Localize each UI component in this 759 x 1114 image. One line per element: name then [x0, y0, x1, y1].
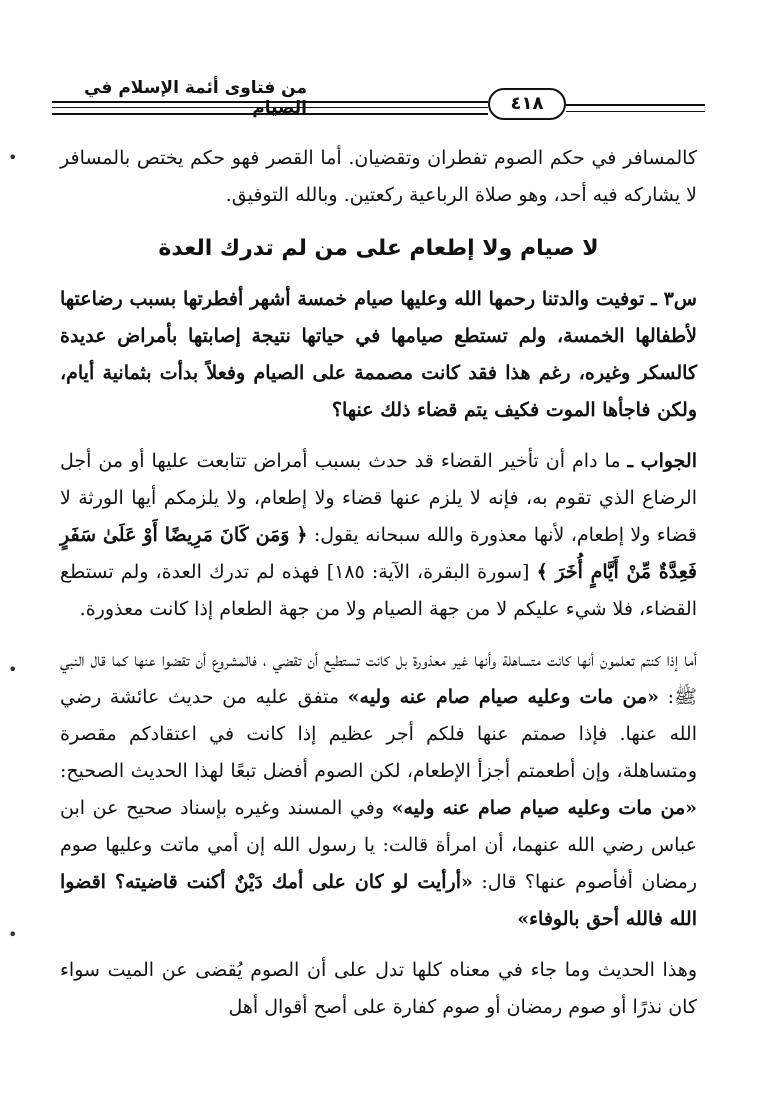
- surah-reference: [سورة البقرة، الآية: ١٨٥]: [326, 561, 530, 583]
- answer-text: ما دام أن تأخير القضاء قد حدث بسبب أمراض تتابعت عليها أو من أجل الرضاع الذي تقوم به، فإنه لا يلزم عنها قضاء ولا إطعام، ولا يلزمكم أيها الورثة لا قضاء ولا إطعام، لأنها معذورة والله سبحانه يقول:: [60, 450, 697, 546]
- answer-continuation: فهذه لم تدرك العدة، ولم تستطع القضاء، فلا شيء عليكم لا من جهة الصيام ولا من جهة الطعام إذا كانت معذورة.: [60, 561, 697, 620]
- paragraph-conclusion: وهذا الحديث وما جاء في معناه كلها تدل على أن الصوم يُقضى عن الميت سواء كان نذرًا أو صوم رمضان أو صوم كفارة على أصح أقوال أهل: [60, 959, 697, 1018]
- paragraph-travel-ruling: كالمسافر في حكم الصوم تفطران وتقضيان. أما القصر فهو حكم يختص بالمسافر لا يشاركه فيه أحد، وهو صلاة الرباعية ركعتين. وبالله التوفيق.: [60, 147, 697, 206]
- header-rule-bottom: [52, 113, 488, 115]
- header-rule-right: [566, 104, 705, 106]
- question-text: س٣ ـ توفيت والدتنا رحمها الله وعليها صيام خمسة أشهر أفطرتها بسبب رضاعتها لأطفالها الخمسة، ولم تستطع صيامها في حياتها نتيجة إصابتها بأمراض عديدة كالسكر وغيره، رغم هذا فقد كانت مصممة على الصيام وفعلاً بدأت بثمانية أيام، ولكن فاجأها الموت فكيف يتم قضاء ذلك عنها؟: [60, 288, 697, 421]
- paragraph-hadith-narration: وفي المسند وغيره بإسناد صحيح عن ابن عباس رضي الله عنهما، أن امرأة قالت: يا رسول الله إن أمي ماتت وعليها صوم رمضان أفأصوم عنها؟ قال:: [60, 797, 697, 893]
- answer-paragraph: [60, 443, 697, 628]
- margin-dot-bottom: •: [8, 925, 18, 944]
- header-rule-top: [52, 101, 488, 103]
- margin-dot-top: •: [8, 148, 18, 167]
- page-number: ٤١٨: [488, 88, 566, 120]
- hadith-quote-2: «من مات وعليه صيام صام عنه وليه»: [391, 797, 697, 819]
- book-title: من فتاوى أئمة الإسلام في الصيام: [84, 78, 307, 118]
- paragraph-hadith-body: متفق عليه من حديث عائشة رضي الله عنها. فإذا صمتم عنها فلكم أجر عظيم إذا كانت في اعتقادكم مقصرة ومتساهلة، وإن أطعمتم أجزأ الإطعام، لكن الصوم أفضل تبعًا لهذا الحديث الصحيح:: [60, 686, 697, 782]
- margin-dot-middle: •: [8, 660, 18, 679]
- paragraph-hadith: [60, 642, 697, 938]
- hadith-quote-1: «من مات وعليه صيام صام عنه وليه»: [347, 686, 660, 708]
- hadith-quote-3: «أرأيت لو كان على أمك دَيْنٌ أكنت قاضيته؟ اقضوا الله فالله أحق بالوفاء»: [60, 871, 697, 930]
- section-heading: لا صيام ولا إطعام على من لم تدرك العدة: [158, 236, 599, 261]
- answer-label: الجواب ـ: [627, 450, 697, 472]
- header-rule-right-2: [566, 111, 705, 112]
- quran-verse: ﴿ وَمَن كَانَ مَرِيضًا أَوْ عَلَىٰ سَفَرٍ فَعِدَّةٌ مِّنْ أَيَّامٍ أُخَرَ ﴾: [60, 524, 697, 583]
- paragraph-hadith-intro: أما إذا كنتم تعلمون أنها كانت متساهلة وأنها غير معذورة بل كانت تستطيع أن تقضي ، فالمشروع أن تقضوا عنها كما قال النبي ﷺ:: [60, 649, 697, 708]
- header-rule-middle: [52, 107, 488, 108]
- page-body: [60, 140, 697, 1026]
